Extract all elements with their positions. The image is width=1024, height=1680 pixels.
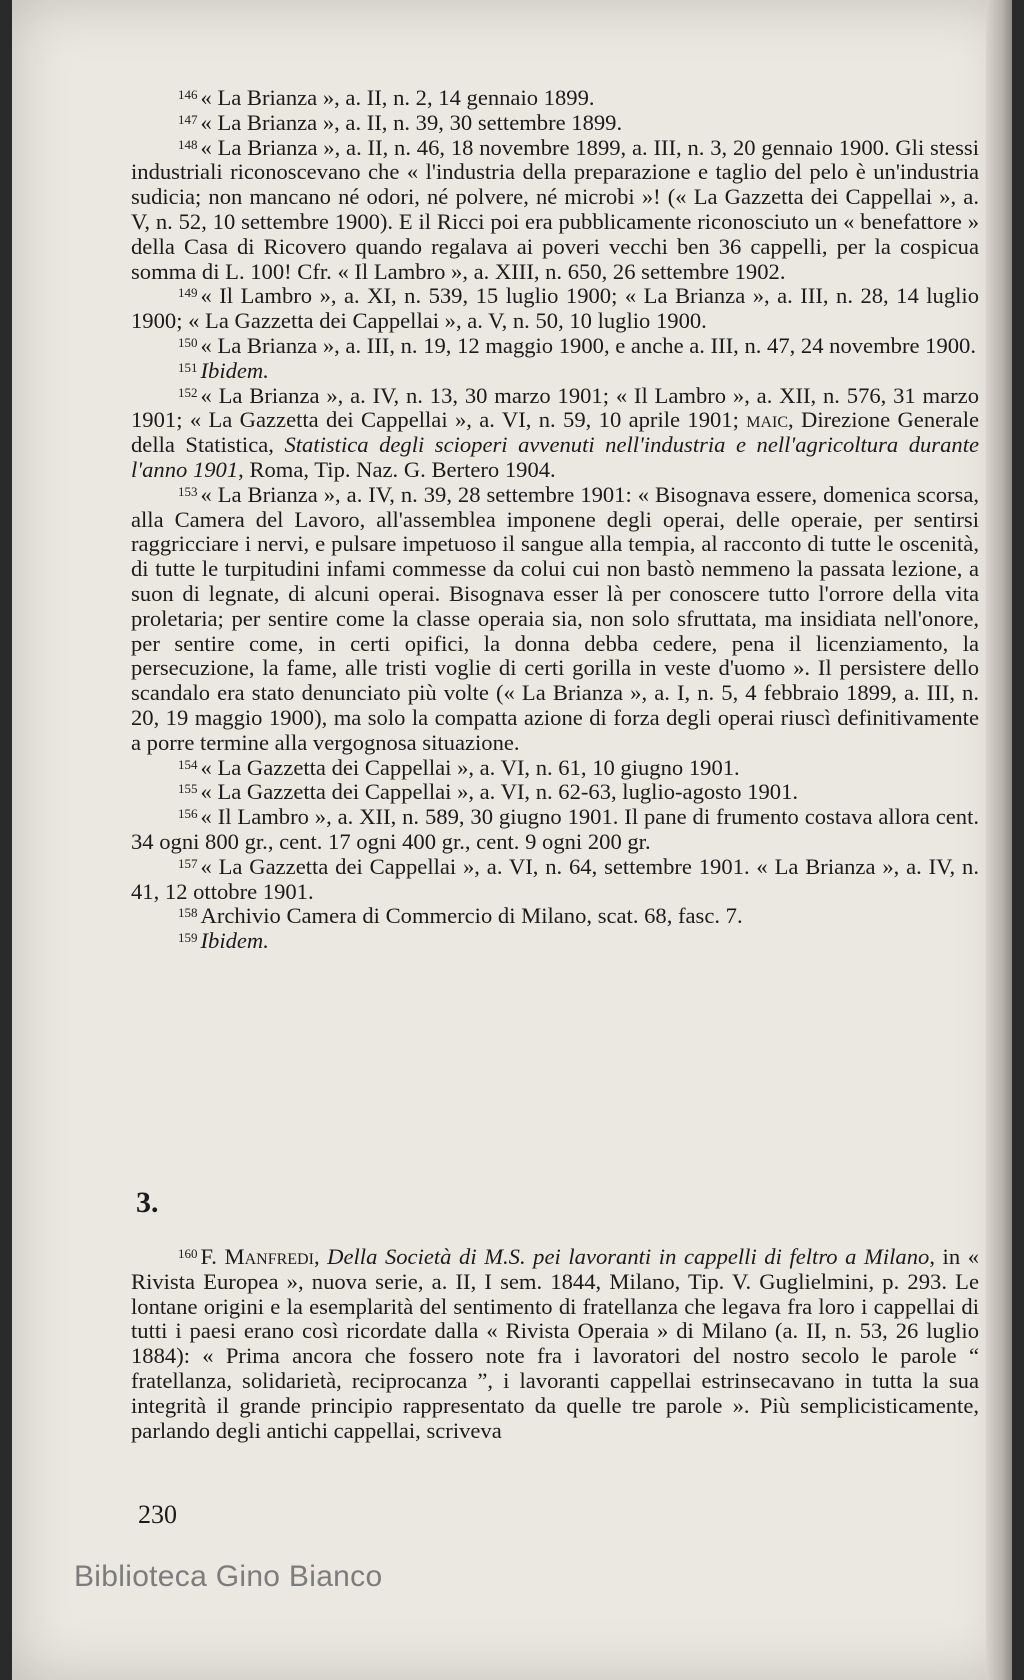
footnote-147: $^{147}$ « La Brianza », a. II, n. 39, 30 settembre 1899. (178, 109, 623, 135)
footnote-153: $^{153}$ « La Brianza », a. IV, n. 39, 28 settembre 1901: « Bisognava essere, domenica scorsa, alla Camera del Lavoro, all'assemblea imponene degli operai, delle operaie, per sentirsi raggricciare i nervi, e pulsare impetuoso il sangue alla tempia, al racconto di tutte le oscenità, di tutte le turpitudini infami commesse da colui cui non bastò nemmeno la passata lezione, a suon di legnate, di alcuni operai. Bisognava esser là per conoscere tutto l'orrore della vita proletaria; per sentire come la classe operaia sia, non solo sfruttata, ma insidiata nell'onore, per sentire come, in certi opifici, la donna debba cedere, pena il licenziamento, la persecuzione, la fame, alle tristi voglie di certi gorilla in veste d'uomo ». Il persistere dello scandalo era stato denunciato più volte (« La Brianza », a. I, n. 5, 4 febbraio 1899, a. III, n. 20, 19 maggio 1900), ma solo la compatta azione di forza degli operai riuscì definitivamente a porre termine alla vergognosa situazione. (131, 481, 979, 755)
footnote-146: $^{146}$ « La Brianza », a. II, n. 2, 14 gennaio 1899. (178, 85, 595, 110)
book-page (12, 0, 1012, 1680)
footnote-155: $^{155}$ « La Gazzetta dei Cappellai », a. VI, n. 62-63, luglio-agosto 1901. (178, 779, 799, 805)
footnote-151: $^{151}$ Ibidem. (178, 357, 269, 383)
footnote-148: $^{148}$ « La Brianza », a. II, n. 46, 18 novembre 1899, a. III, n. 3, 20 gennaio 1900. Gli stessi industriali riconoscevano che « l'industria della preparazione e taglio del pelo è un'industria sudicia; non mancano né odori, né polvere, né microbi »! (« La Gazzetta dei Cappellai », a. V, n. 52, 10 settembre 1900). E il Ricci poi era pubblicamente riconosciuto un « benefattore » della Casa di Ricovero quando regalava ai poveri vecchi ben 36 cappelli, per la cospicua somma di L. 100! Cfr. « Il Lambro », a. XIII, n. 650, 26 settembre 1902. (131, 134, 979, 284)
footnote-159: $^{159}$ Ibidem. (178, 928, 269, 954)
footnote-149: $^{149}$ « Il Lambro », a. XI, n. 539, 15 luglio 1900; « La Brianza », a. III, n. 28, 14 luglio 1900; « La Gazzetta dei Cappellai », a. V, n. 50, 10 luglio 1900. (131, 283, 979, 334)
footnote-156: $^{156}$ « Il Lambro », a. XII, n. 589, 30 giugno 1901. Il pane di frumento costava allora cent. 34 ogni 800 gr., cent. 17 ogni 400 gr., cent. 9 ogni 200 gr. (131, 804, 979, 854)
footnotes-block (131, 86, 979, 954)
page-number: 230 (138, 1500, 177, 1529)
footnote-152: $^{152}$ « La Brianza », a. IV, n. 13, 30 marzo 1901; « Il Lambro », a. XII, n. 576, 31 marzo 1901; « La Gazzetta dei Cappellai », a. VI, n. 59, 10 aprile 1901; maic, Direzione Generale della Statistica, Statistica degli scioperi avvenuti nell'industria e nell'agricoltura durante l'anno 1901, Roma, Tip. Naz. G. Bertero 1904. (131, 382, 980, 482)
book-spine-shadow (986, 0, 1012, 1680)
footnote-154: $^{154}$ « La Gazzetta dei Cappellai », a. VI, n. 61, 10 giugno 1901. (178, 754, 740, 780)
footnote-160: $^{160}$ F. Manfredi, Della Società di M.S. pei lavoranti in cappelli di feltro a Milano, in « Rivista Europea », nuova serie, a. II, I sem. 1844, Milano, Tip. V. Guglielmini, p. 293. Le lontane origini e la esemplarità del sentimento di fratellanza che legava fra loro i cappellai di tutti i paesi erano così ricordate dalla « Rivista Operaia » di Milano (a. II, n. 53, 26 luglio 1884): « Prima ancora che fossero note fra i lavoratori del nostro secolo le parole “ fratellanza, solidarietà, reciprocanza ”, i lavoranti cappellai estrinsecavano in tutta la sua integrità il grande principio rappresentato da quelle tre parole ». Più semplicisticamente, parlando degli antichi cappellai, scriveva (131, 1244, 979, 1443)
footnote-157: $^{157}$ « La Gazzetta dei Cappellai », a. VI, n. 64, settembre 1901. « La Brianza », a. IV, n. 41, 12 ottobre 1901. (131, 853, 979, 904)
footnote-150: $^{150}$ « La Brianza », a. III, n. 19, 12 maggio 1900, e anche a. III, n. 47, 24 novembre 1900. (178, 332, 976, 358)
footnote-158: $^{158}$ Archivio Camera di Commercio di Milano, scat. 68, fasc. 7. (178, 903, 743, 929)
footnote-160-block (131, 1245, 979, 1443)
section-heading: 3. (136, 1186, 159, 1219)
library-watermark: Biblioteca Gino Bianco (74, 1560, 383, 1593)
